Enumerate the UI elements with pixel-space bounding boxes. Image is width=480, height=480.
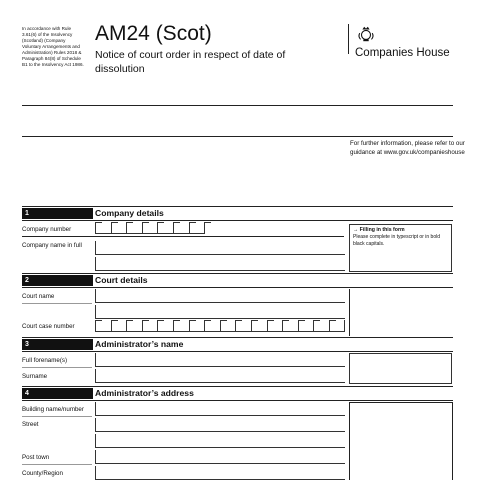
- building-label: Building name/number: [22, 406, 84, 413]
- char-cell[interactable]: [111, 320, 127, 332]
- section-rule: [22, 400, 453, 401]
- section-rule: [22, 206, 453, 207]
- char-cell[interactable]: [142, 222, 158, 234]
- char-cell[interactable]: [157, 320, 173, 332]
- post-town-input[interactable]: [95, 450, 345, 464]
- column-divider: [349, 402, 350, 480]
- header-divider: [348, 24, 349, 54]
- form-title: Notice of court order in respect of date of dissolution: [95, 49, 286, 75]
- county-input[interactable]: [95, 466, 345, 480]
- char-cell[interactable]: [204, 222, 220, 234]
- section-rule: [22, 386, 453, 387]
- section-title-3: Administrator’s name: [95, 339, 184, 349]
- court-name-input-line-2[interactable]: [95, 305, 345, 319]
- char-cell[interactable]: [173, 222, 189, 234]
- label-rule: [22, 416, 92, 417]
- section-rule: [22, 287, 453, 288]
- section-3-side-box: [349, 353, 452, 384]
- section-rule: [22, 351, 453, 352]
- row-rule: [22, 236, 344, 237]
- char-cell[interactable]: [313, 320, 329, 332]
- post-town-label: Post town: [22, 454, 50, 461]
- section-number-1: 1: [22, 208, 93, 219]
- company-name-label: Company name in full: [22, 242, 82, 249]
- building-input[interactable]: [95, 402, 345, 416]
- full-forenames-label: Full forename(s): [22, 357, 68, 364]
- char-cell[interactable]: [267, 320, 283, 332]
- char-cell[interactable]: [298, 320, 314, 332]
- street-input[interactable]: [95, 418, 345, 432]
- org-name: Companies House: [355, 47, 450, 59]
- county-label: County/Region: [22, 470, 63, 477]
- company-number-input[interactable]: [95, 222, 220, 234]
- char-cell[interactable]: [111, 222, 127, 234]
- street-input-line-2[interactable]: [95, 434, 345, 448]
- char-cell[interactable]: [189, 320, 205, 332]
- guidance-info-text: For further information, please refer to our guidance at www.gov.uk/companieshouse: [350, 140, 465, 156]
- section-title-4: Administrator’s address: [95, 388, 194, 398]
- section-rule: [22, 337, 453, 338]
- surname-input[interactable]: [95, 369, 345, 383]
- char-cell[interactable]: [251, 320, 267, 332]
- char-cell[interactable]: [329, 320, 345, 332]
- char-cell[interactable]: [142, 320, 158, 332]
- char-cell[interactable]: [220, 320, 236, 332]
- section-number-3: 3: [22, 339, 93, 350]
- char-cell[interactable]: [282, 320, 298, 332]
- royal-crest-icon: [357, 25, 375, 43]
- char-cell[interactable]: [126, 320, 142, 332]
- section-title-1: Company details: [95, 208, 164, 218]
- char-cell[interactable]: [173, 320, 189, 332]
- surname-label: Surname: [22, 373, 48, 380]
- label-rule: [22, 367, 92, 368]
- guidance-text: Please complete in typescript or in bold black capitals.: [353, 234, 440, 247]
- court-name-input[interactable]: [95, 289, 345, 303]
- company-name-input-line-2[interactable]: [95, 257, 345, 271]
- legal-notice: In accordance with Rule 3.61(6) of the Insolvency (Scotland) (Company Voluntary Arrangements and Administration) Rules 2018 & Paragraph 84(8) of Schedule B1 to the Insolvency Act 1986.: [22, 26, 84, 67]
- char-cell[interactable]: [95, 222, 111, 234]
- full-forenames-input[interactable]: [95, 353, 345, 367]
- section-rule: [22, 273, 453, 274]
- info-rule: [22, 136, 453, 137]
- section-rule: [22, 220, 453, 221]
- label-rule: [22, 464, 92, 465]
- court-name-label: Court name: [22, 293, 55, 300]
- header-rule: [22, 105, 453, 106]
- char-cell[interactable]: [126, 222, 142, 234]
- char-cell[interactable]: [157, 222, 173, 234]
- column-divider: [349, 289, 350, 336]
- section-title-2: Court details: [95, 275, 148, 285]
- char-cell[interactable]: [204, 320, 220, 332]
- company-name-input[interactable]: [95, 241, 345, 255]
- street-label: Street: [22, 421, 39, 428]
- court-case-number-input[interactable]: [95, 320, 345, 332]
- guidance-box: [349, 224, 452, 272]
- section-number-4: 4: [22, 388, 93, 399]
- company-number-label: Company number: [22, 226, 72, 233]
- side-box-right: [452, 402, 453, 480]
- char-cell[interactable]: [95, 320, 111, 332]
- guidance-title: → Filling in this form: [353, 227, 405, 233]
- form-code: AM24 (Scot): [95, 22, 212, 45]
- side-box-top: [349, 402, 453, 403]
- char-cell[interactable]: [235, 320, 251, 332]
- section-number-2: 2: [22, 275, 93, 286]
- char-cell[interactable]: [189, 222, 205, 234]
- label-rule: [22, 303, 92, 304]
- court-case-number-label: Court case number: [22, 323, 75, 330]
